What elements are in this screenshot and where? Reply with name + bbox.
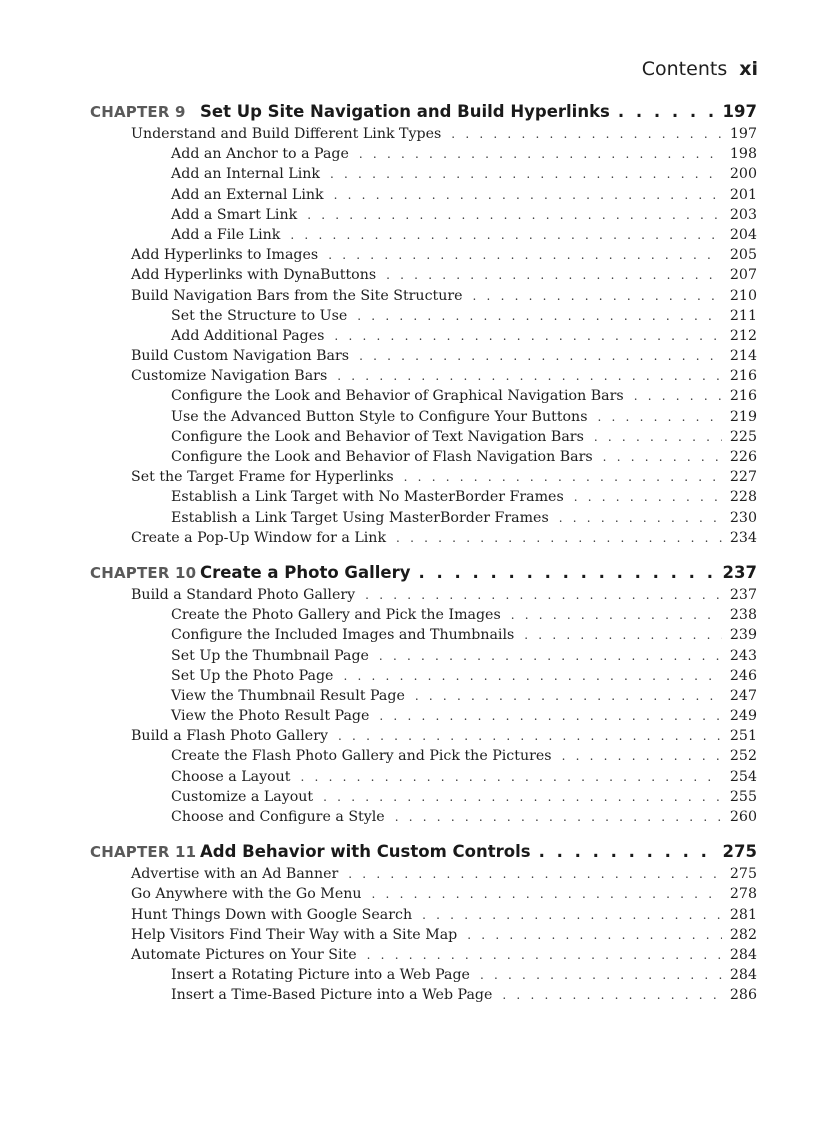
entry-page-number: 281 — [729, 906, 757, 923]
entry-title: Configure the Look and Behavior of Graphical Navigation Bars — [171, 388, 624, 405]
entry-page-number: 214 — [729, 348, 757, 365]
chapter-page-number: 275 — [722, 842, 757, 862]
toc-subsection-entry[interactable] — [90, 388, 757, 408]
entry-title: Use the Advanced Button Style to Configure Your Buttons — [171, 408, 588, 425]
entry-title: Build a Standard Photo Gallery — [131, 586, 356, 603]
dot-leader — [334, 329, 721, 343]
toc-section-entry[interactable] — [90, 947, 757, 967]
entry-title: Set the Target Frame for Hyperlinks — [131, 469, 394, 486]
entry-page-number: 238 — [729, 607, 757, 624]
toc-section-entry[interactable] — [90, 469, 757, 489]
entry-page-number: 198 — [729, 146, 757, 163]
toc-subsection-entry[interactable] — [90, 429, 757, 449]
entry-title: Add a Smart Link — [171, 206, 298, 223]
dot-leader — [404, 470, 722, 484]
toc-subsection-entry[interactable] — [90, 409, 757, 429]
entry-title: Help Visitors Find Their Way with a Site Map — [131, 926, 458, 943]
entry-page-number: 278 — [729, 886, 757, 903]
entry-title: Advertise with an Ad Banner — [131, 866, 339, 883]
entry-page-number: 210 — [729, 287, 757, 304]
dot-leader — [372, 887, 722, 901]
toc-section-entry[interactable] — [90, 267, 757, 287]
entry-page-number: 216 — [729, 368, 757, 385]
dot-leader — [559, 511, 722, 525]
entry-title: Set the Structure to Use — [171, 307, 348, 324]
entry-title: Set Up the Photo Page — [171, 667, 334, 684]
dot-leader — [467, 928, 722, 942]
toc-section-entry[interactable] — [90, 126, 757, 146]
toc-section-entry[interactable] — [90, 728, 757, 748]
entry-page-number: 284 — [729, 967, 757, 984]
entry-page-number: 275 — [729, 866, 757, 883]
toc-section-entry[interactable] — [90, 247, 757, 267]
dot-leader — [419, 563, 719, 582]
entry-page-number: 225 — [729, 428, 757, 445]
entry-page-number: 226 — [729, 449, 757, 465]
dot-leader — [379, 649, 722, 663]
chapter-page-number: 197 — [722, 102, 757, 121]
entry-page-number: 228 — [729, 489, 757, 506]
toc-subsection-entry[interactable] — [90, 708, 757, 728]
dot-leader — [386, 268, 722, 282]
entry-title: Understand and Build Different Link Types — [131, 126, 442, 142]
dot-leader — [451, 127, 722, 141]
dot-leader — [367, 948, 722, 962]
dot-leader — [359, 349, 722, 363]
entry-page-number: 211 — [729, 307, 757, 324]
entry-page-number: 204 — [729, 226, 757, 243]
entry-title: Configure the Look and Behavior of Flash Navigation Bars — [171, 449, 593, 465]
entry-page-number: 234 — [729, 529, 757, 546]
entry-title: Customize a Layout — [171, 788, 314, 805]
chapter-heading[interactable] — [90, 842, 757, 866]
entry-title: Add Hyperlinks to Images — [131, 247, 319, 264]
entry-title: Configure the Included Images and Thumbnails — [171, 627, 515, 644]
entry-title: Set Up the Thumbnail Page — [171, 647, 369, 664]
chapter-spacer — [90, 829, 757, 842]
entry-title: Add an Anchor to a Page — [171, 146, 349, 163]
dot-leader — [290, 228, 722, 242]
dot-leader — [338, 729, 722, 743]
entry-page-number: 197 — [729, 126, 757, 142]
dot-leader — [330, 167, 722, 181]
entry-title: Establish a Link Target Using MasterBorder Frames — [171, 509, 549, 526]
dot-leader — [348, 867, 722, 881]
entry-page-number: 205 — [729, 247, 757, 264]
dot-leader — [574, 490, 722, 504]
running-head — [642, 58, 758, 80]
toc-subsection-entry[interactable] — [90, 648, 757, 668]
dot-leader — [365, 588, 722, 602]
entry-title: Choose a Layout — [171, 768, 291, 785]
page-folio: xi — [739, 58, 758, 80]
entry-page-number: 282 — [729, 926, 757, 943]
dot-leader — [337, 369, 722, 383]
entry-title: Add a File Link — [171, 226, 281, 243]
entry-page-number: 243 — [729, 647, 757, 664]
dot-leader — [301, 770, 722, 784]
toc-section-entry[interactable] — [90, 530, 757, 550]
dot-leader — [539, 842, 719, 861]
dot-leader — [307, 208, 722, 222]
toc-subsection-entry[interactable] — [90, 187, 757, 207]
toc-subsection-entry[interactable] — [90, 748, 757, 768]
dot-leader — [357, 309, 722, 323]
chapter-title: Set Up Site Navigation and Build Hyperlinks — [200, 102, 610, 121]
dot-leader — [473, 289, 722, 303]
toc-subsection-entry[interactable] — [90, 166, 757, 186]
toc-section-entry[interactable] — [90, 288, 757, 308]
entry-page-number: 246 — [729, 667, 757, 684]
dot-leader — [323, 790, 722, 804]
entry-title: Create a Pop-Up Window for a Link — [131, 529, 387, 546]
dot-leader — [422, 908, 722, 922]
entry-title: Build Custom Navigation Bars — [131, 348, 350, 365]
entry-page-number: 260 — [729, 809, 757, 825]
entry-title: Add Additional Pages — [171, 327, 325, 344]
entry-page-number: 216 — [729, 388, 757, 405]
toc-subsection-entry[interactable] — [90, 688, 757, 708]
running-head-label: Contents — [641, 58, 728, 80]
toc-section-entry[interactable] — [90, 866, 757, 886]
entry-title: Build Navigation Bars from the Site Structure — [131, 287, 463, 304]
entry-page-number: 254 — [729, 768, 757, 785]
dot-leader — [511, 608, 722, 622]
entry-title: Hunt Things Down with Google Search — [131, 906, 413, 923]
dot-leader — [328, 248, 722, 262]
toc-subsection-entry[interactable] — [90, 308, 757, 328]
entry-page-number: 201 — [729, 186, 757, 203]
entry-page-number: 286 — [729, 987, 757, 1004]
dot-leader — [618, 102, 719, 121]
entry-page-number: 247 — [729, 687, 757, 704]
entry-title: Create the Photo Gallery and Pick the Images — [171, 607, 501, 624]
chapter-number: CHAPTER 10 — [90, 563, 197, 582]
toc-subsection-entry[interactable] — [90, 510, 757, 530]
entry-page-number: 230 — [729, 509, 757, 526]
chapter-spacer — [90, 550, 757, 563]
entry-page-number: 239 — [729, 627, 757, 644]
toc-subsection-entry[interactable] — [90, 489, 757, 509]
chapter-number: CHAPTER 11 — [90, 843, 197, 862]
dot-leader — [502, 988, 722, 1002]
dot-leader — [597, 410, 721, 424]
chapter-page-number: 237 — [722, 562, 757, 582]
toc-subsection-entry[interactable] — [90, 627, 757, 647]
entry-title: Establish a Link Target with No MasterBorder Frames — [171, 489, 564, 506]
dot-leader — [396, 531, 722, 545]
entry-title: Customize Navigation Bars — [131, 368, 328, 385]
entry-page-number: 251 — [729, 728, 757, 745]
dot-leader — [359, 147, 722, 161]
toc-subsection-entry[interactable] — [90, 987, 757, 1007]
entry-title: View the Thumbnail Result Page — [171, 687, 405, 704]
toc-section-entry[interactable] — [90, 368, 757, 388]
entry-page-number: 255 — [729, 788, 757, 805]
dot-leader — [603, 450, 722, 464]
toc-subsection-entry[interactable] — [90, 146, 757, 166]
toc-section-entry[interactable] — [90, 886, 757, 906]
toc-subsection-entry[interactable] — [90, 328, 757, 348]
dot-leader — [415, 689, 722, 703]
chapter-heading[interactable] — [90, 102, 757, 126]
table-of-contents — [90, 102, 757, 1008]
toc-subsection-entry[interactable] — [90, 449, 757, 469]
entry-page-number: 237 — [729, 586, 757, 603]
entry-title: Go Anywhere with the Go Menu — [131, 886, 362, 903]
entry-title: Configure the Look and Behavior of Text Navigation Bars — [171, 428, 584, 445]
entry-title: Create the Flash Photo Gallery and Pick the Pictures — [171, 748, 552, 765]
entry-title: Insert a Rotating Picture into a Web Page — [171, 967, 470, 984]
entry-title: Add an External Link — [171, 186, 324, 203]
entry-title: Choose and Configure a Style — [171, 809, 385, 825]
entry-page-number: 212 — [729, 327, 757, 344]
entry-title: Add Hyperlinks with DynaButtons — [131, 267, 377, 284]
toc-subsection-entry[interactable] — [90, 668, 757, 688]
entry-page-number: 227 — [729, 469, 757, 486]
dot-leader — [334, 188, 722, 202]
entry-page-number: 249 — [729, 708, 757, 725]
toc-subsection-entry[interactable] — [90, 207, 757, 227]
entry-title: Build a Flash Photo Gallery — [131, 728, 329, 745]
dot-leader — [395, 810, 722, 824]
dot-leader — [594, 430, 722, 444]
toc-subsection-entry[interactable] — [90, 809, 757, 829]
entry-title: Add an Internal Link — [171, 166, 320, 183]
toc-section-entry[interactable] — [90, 907, 757, 927]
toc-subsection-entry[interactable] — [90, 607, 757, 627]
entry-page-number: 203 — [729, 206, 757, 223]
entry-title: Automate Pictures on Your Site — [131, 946, 357, 963]
dot-leader — [524, 628, 722, 642]
toc-subsection-entry[interactable] — [90, 769, 757, 789]
entry-title: Insert a Time-Based Picture into a Web Page — [171, 987, 493, 1004]
dot-leader — [480, 968, 722, 982]
dot-leader — [634, 389, 722, 403]
entry-page-number: 219 — [729, 408, 757, 425]
toc-section-entry[interactable] — [90, 348, 757, 368]
entry-page-number: 207 — [729, 267, 757, 284]
entry-page-number: 200 — [729, 166, 757, 183]
entry-page-number: 284 — [729, 946, 757, 963]
chapter-heading[interactable] — [90, 563, 757, 587]
chapter-number: CHAPTER 9 — [90, 103, 186, 121]
dot-leader — [562, 749, 722, 763]
toc-subsection-entry[interactable] — [90, 789, 757, 809]
toc-subsection-entry[interactable] — [90, 227, 757, 247]
dot-leader — [343, 669, 721, 683]
chapter-title: Create a Photo Gallery — [200, 562, 411, 582]
toc-subsection-entry[interactable] — [90, 967, 757, 987]
dot-leader — [379, 709, 722, 723]
toc-section-entry[interactable] — [90, 587, 757, 607]
toc-section-entry[interactable] — [90, 927, 757, 947]
entry-page-number: 252 — [729, 748, 757, 765]
chapter-title: Add Behavior with Custom Controls — [200, 842, 531, 862]
entry-title: View the Photo Result Page — [171, 708, 370, 725]
